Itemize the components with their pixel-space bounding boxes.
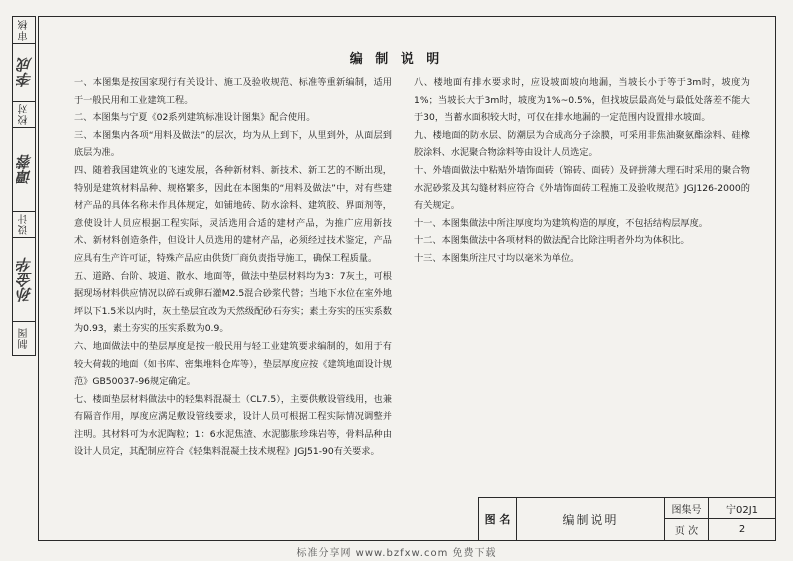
note-paragraph: 四、随着我国建筑业的飞速发展，各种新材料、新技术、新工艺的不断出现，特别是建筑材料品种、规格繁多，因此在本图集的“用料及做法”中，对有些建材产品的具体名称未作具体规定，如铺地砖、防水涂料、建筑胶、界面剂等，意使设计人员应根据工程实际，灵活选用合适的建材产品，为推广应用新技术、新材料创造条件，但设计人员选用的建材产品，必须经过技术鉴定，产品应具有生产许可证，特殊产品应由供货厂商负责指导施工，确保工程质量。: [74, 164, 392, 264]
note-paragraph: 十、外墙面做法中粘贴外墙饰面砖（锦砖、面砖）及砰拼薄大理石时采用的聚合物水泥砂浆及其勾缝材料应符合《外墙饰面砖工程施工及验收规范》JGJ126-2000的有关规定。: [414, 164, 750, 212]
strip-label-drawing: 制图: [18, 327, 30, 349]
strip-label-check: 校对: [18, 103, 30, 125]
page-title: 编 制 说 明: [349, 52, 444, 67]
title-block: [478, 497, 776, 541]
note-paragraph: 二、本图集与宁夏《02系列建筑标准设计图集》配合使用。: [74, 112, 316, 124]
note-paragraph: 十二、本图集做法中各项材料的做法配合比除注明者外均为体积比。: [414, 235, 690, 247]
signature-strip: [12, 16, 36, 356]
title-block-name-label: 图 名: [479, 498, 517, 540]
notes-right-column: [414, 74, 750, 268]
strip-cell-drawing: [13, 321, 35, 355]
note-paragraph: 九、楼地面的防水层、防潮层为合成高分子涂膜，可采用非焦油聚氨酯涂料、硅橡胶涂料、水泥聚合物涂料等由设计人员选定。: [414, 129, 750, 159]
note-paragraph: 十三、本图集所注尺寸均以毫米为单位。: [414, 252, 580, 264]
note-paragraph: 五、道路、台阶、坡道、散水、地面等，做法中垫层材料均为3：7灰土，可根据现场材料供应情况以碎石或卵石灌M2.5混合砂浆代替；当地下水位在室外地坪以下1.5米以内时，灰土垫层宜改为天然级配砂石夯实；素土夯实的压实系数为0.93，素土夯实的压实系数为0.9。: [74, 270, 392, 335]
strip-cell-design: [13, 211, 35, 238]
strip-label-design: 设计: [18, 213, 30, 235]
note-paragraph: 一、本图集是按国家现行有关设计、施工及验收规范、标准等重新编制，适用于一般民用和工业建筑工程。: [74, 77, 392, 106]
strip-label-review: 审核: [18, 19, 30, 41]
note-paragraph: 六、地面做法中的垫层厚度是按一般民用与轻工业建筑要求编制的，如用于有较大荷载的地面（如书库、密集堆料仓库等），垫层厚度应按《建筑地面设计规范》GB50037-96规定确定。: [74, 340, 392, 388]
strip-signature-3: [13, 237, 35, 322]
note-paragraph: 八、楼地面有排水要求时，应设坡面坡向地漏，当坡长小于等于3m时，坡度为1%；当坡长大于3m时，坡度为1%~0.5%，但找坡层最高处与最低处落差不能大于30，当蓄水面积较大时，可仅在排水地漏的一定范围内设置排水坡面。: [414, 77, 750, 124]
strip-cell-review: [13, 17, 35, 44]
title-block-drawing-name: 编制说明: [517, 498, 665, 540]
watermark-footer: 标准分享网 www.bzfxw.com 免费下载: [296, 548, 497, 559]
note-paragraph: 七、楼面垫层材料做法中的轻集料混凝土（CL7.5），主要供敷设管线用，也兼有隔音作用，厚度应满足敷设管线要求，设计人员可根据工程实际情况调整并注明。其材料可为水泥陶粒；1：6水泥焦渣、水泥膨胀珍珠岩等，骨料品种由设计人员定，其配制应符合《轻集料混凝土技术规程》JGJ51-90有关要求。: [74, 393, 392, 458]
title-block-page-number: 2: [738, 524, 746, 535]
signature-2: 谭蓉: [15, 154, 34, 184]
strip-cell-check: [13, 101, 35, 128]
note-paragraph: 十一、本图集做法中所注厚度均为建筑构造的厚度，不包括结构层厚度。: [414, 217, 708, 229]
title-block-page-label: 页 次: [665, 519, 709, 540]
strip-signature-2: [13, 127, 35, 212]
title-block-atlas-label: 图集号: [665, 498, 709, 519]
signature-1: 李成: [15, 57, 34, 87]
title-block-atlas-number: 宁02J1: [709, 498, 775, 519]
signature-3: 孙金华: [15, 256, 34, 302]
note-paragraph: 三、本图集内各项“用料及做法”的层次，均为从上到下，从里到外，从面层到底层为准。: [74, 129, 392, 159]
notes-left-column: [74, 74, 392, 461]
